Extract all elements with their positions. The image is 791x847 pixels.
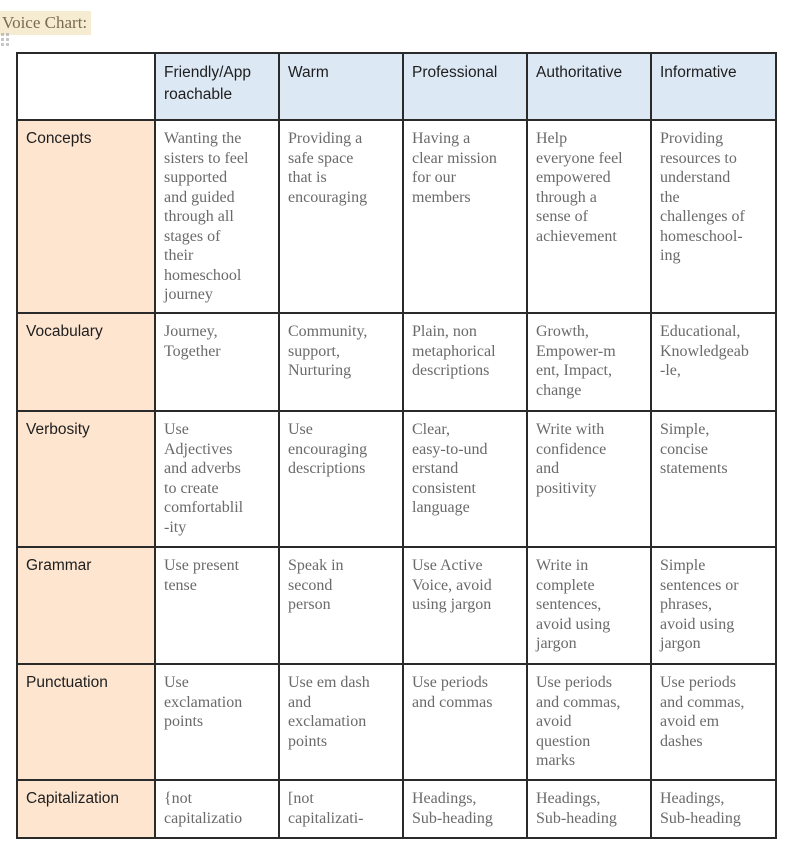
table-cell: Write with confidence and positivity [527,411,651,547]
table-cell: Providing resources to understand the challenges of homeschool- ing [651,120,776,313]
table-row [17,780,776,838]
table-cell: Simple, concise statements [651,411,776,547]
row-header-vocabulary: Vocabulary [17,313,155,411]
table-cell: Journey, Together [155,313,279,411]
table-cell: Use exclamation points [155,664,279,780]
table-cell: Write in complete sentences, avoid using jargon [527,547,651,664]
table-cell: Headings, Sub-heading [651,780,776,838]
table-row [17,664,776,780]
table-cell: Use Active Voice, avoid using jargon [403,547,527,664]
table-move-handle-icon[interactable] [1,33,11,45]
row-header-punctuation: Punctuation [17,664,155,780]
table-cell: [not capitalizati- [279,780,403,838]
table-cell: Wanting the sisters to feel supported and guided through all stages of their homeschool journey [155,120,279,313]
table-cell: Simple sentences or phrases, avoid using jargon [651,547,776,664]
table-cell: Use periods and commas [403,664,527,780]
column-header-professional: Professional [403,53,527,120]
table-cell: {not capitalizatio [155,780,279,838]
column-header-authoritative: Authoritative [527,53,651,120]
column-header-informative: Informative [651,53,776,120]
table-cell: Educational, Knowledgeab -le, [651,313,776,411]
column-header-warm: Warm [279,53,403,120]
table-row [17,120,776,313]
table-cell: Use em dash and exclamation points [279,664,403,780]
table-cell: Use Adjectives and adverbs to create comfortablil -ity [155,411,279,547]
table-cell: Use periods and commas, avoid question marks [527,664,651,780]
table-cell: Help everyone feel empowered through a sense of achievement [527,120,651,313]
table-cell: Speak in second person [279,547,403,664]
table-row [17,547,776,664]
table-cell: Headings, Sub-heading [527,780,651,838]
table-cell: Having a clear mission for our members [403,120,527,313]
table-cell: Use periods and commas, avoid em dashes [651,664,776,780]
table-header-row [17,53,776,120]
row-header-grammar: Grammar [17,547,155,664]
voice-chart-table [16,52,777,839]
column-header-friendly: Friendly/App roachable [155,53,279,120]
table-row [17,313,776,411]
row-header-concepts: Concepts [17,120,155,313]
row-header-verbosity: Verbosity [17,411,155,547]
table-cell: Headings, Sub-heading [403,780,527,838]
table-cell: Plain, non metaphorical descriptions [403,313,527,411]
table-row [17,411,776,547]
table-cell: Providing a safe space that is encouraging [279,120,403,313]
table-cell: Growth, Empower-m ent, Impact, change [527,313,651,411]
table-cell: Community, support, Nurturing [279,313,403,411]
row-header-capitalization: Capitalization [17,780,155,838]
table-cell: Clear, easy-to-und erstand consistent language [403,411,527,547]
document-title: Voice Chart: [0,11,91,35]
table-cell: Use encouraging descriptions [279,411,403,547]
table-corner-cell [17,53,155,120]
table-cell: Use present tense [155,547,279,664]
